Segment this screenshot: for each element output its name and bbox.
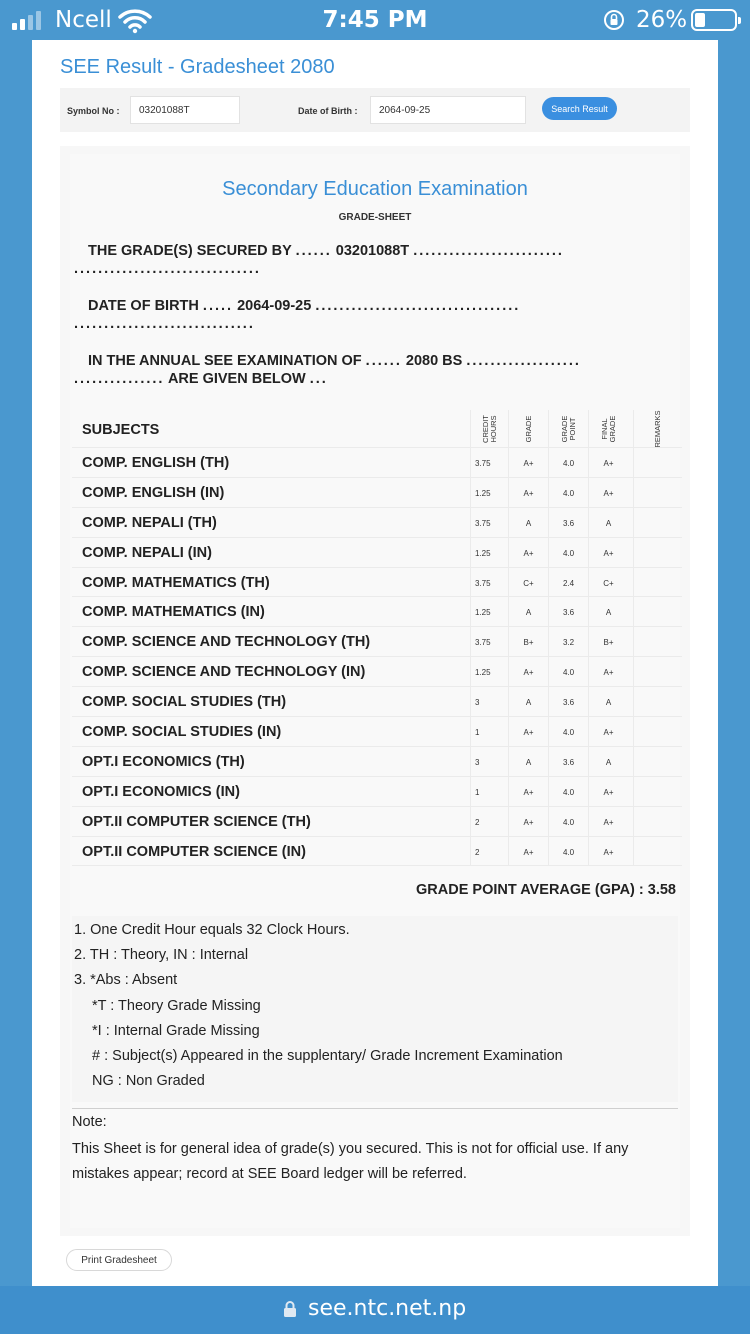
dob-line-label: DATE OF BIRTH xyxy=(88,298,199,314)
table-row xyxy=(72,478,682,508)
credit-hours-header-cell xyxy=(470,410,508,447)
final-grade-header: FINAL GRADE xyxy=(599,415,617,442)
grade-point-cell xyxy=(548,508,588,537)
gpa-summary: GRADE POINT AVERAGE (GPA) : 3.58 xyxy=(416,882,676,898)
clock-time: 7:45 PM xyxy=(322,7,428,33)
subjects-header: SUBJECTS xyxy=(82,422,160,438)
credit-hours: 1.25 xyxy=(475,668,491,678)
credit-hours: 1 xyxy=(475,728,480,738)
table-row xyxy=(72,597,682,627)
grade-point-cell xyxy=(548,478,588,507)
subject-name: COMP. SOCIAL STUDIES (IN) xyxy=(82,724,282,741)
grade: C+ xyxy=(523,578,534,588)
grade-point-cell xyxy=(548,717,588,746)
gradesheet xyxy=(60,146,690,1236)
credit-hours-cell xyxy=(470,777,508,806)
remarks-cell xyxy=(633,448,682,477)
grade-point-cell xyxy=(548,538,588,567)
credit-hours: 2 xyxy=(475,817,480,827)
remarks-cell xyxy=(633,597,682,626)
dob-input[interactable] xyxy=(370,96,526,124)
dots: .................................. xyxy=(315,298,521,314)
credit-hours-cell xyxy=(470,657,508,686)
credit-hours-cell xyxy=(470,687,508,716)
credit-hours: 3 xyxy=(475,698,480,708)
rotation-lock-icon xyxy=(603,9,625,31)
credit-hours-cell xyxy=(470,627,508,656)
subject-name: COMP. SCIENCE AND TECHNOLOGY (IN) xyxy=(82,664,366,681)
table-row xyxy=(72,448,682,478)
dots: ................... xyxy=(466,353,581,369)
note-item: *T : Theory Grade Missing xyxy=(92,997,261,1014)
credit-hours: 2 xyxy=(475,847,480,857)
secured-by-value: 03201088T xyxy=(335,243,410,259)
table-row xyxy=(72,568,682,598)
legend-notes xyxy=(72,916,678,1102)
grade-point: 3.6 xyxy=(562,757,575,767)
subject-name: OPT.II COMPUTER SCIENCE (IN) xyxy=(82,843,306,860)
grade-header: GRADE xyxy=(523,415,533,442)
credit-hours-cell xyxy=(470,448,508,477)
grade: A+ xyxy=(523,668,534,678)
page-title: SEE Result - Gradesheet 2080 xyxy=(60,56,335,78)
subject-name: COMP. MATHEMATICS (TH) xyxy=(82,574,270,591)
credit-hours: 1.25 xyxy=(475,608,491,618)
grade: A+ xyxy=(523,728,534,738)
grade-cell xyxy=(508,597,548,626)
credit-hours-cell xyxy=(470,837,508,866)
remarks-cell xyxy=(633,538,682,567)
remarks-header-cell xyxy=(633,410,682,447)
credit-hours-cell xyxy=(470,508,508,537)
table-row xyxy=(72,627,682,657)
table-header-row xyxy=(72,410,682,448)
subject-name: COMP. MATHEMATICS (IN) xyxy=(82,604,265,621)
grade-point-cell xyxy=(548,568,588,597)
grade-point-cell xyxy=(548,807,588,836)
status-bar xyxy=(0,0,750,40)
credit-hours-header: CREDIT HOURS xyxy=(480,414,498,443)
lock-icon xyxy=(283,1300,297,1318)
given-below-label: ARE GIVEN BELOW xyxy=(167,371,306,387)
grade-point: 3.6 xyxy=(562,698,575,708)
remarks-cell xyxy=(633,657,682,686)
table-row xyxy=(72,777,682,807)
grade-point-cell xyxy=(548,687,588,716)
grade-point-cell xyxy=(548,597,588,626)
final-grade: A xyxy=(605,608,612,618)
subject-name: OPT.I ECONOMICS (TH) xyxy=(82,753,245,770)
battery-icon xyxy=(691,9,737,31)
final-grade: A xyxy=(605,757,612,767)
table-body xyxy=(72,448,682,866)
print-gradesheet-button[interactable]: Print Gradesheet xyxy=(66,1249,172,1271)
sheet-subtitle: GRADE-SHEET xyxy=(338,212,412,223)
gradesheet-body xyxy=(70,154,680,1228)
dots: ..... xyxy=(202,298,234,314)
final-grade: B+ xyxy=(603,638,614,648)
final-grade-cell xyxy=(588,687,628,716)
remarks-cell xyxy=(633,837,682,866)
final-grade-cell xyxy=(588,538,628,567)
credit-hours-cell xyxy=(470,807,508,836)
credit-hours-cell xyxy=(470,568,508,597)
credit-hours-cell xyxy=(470,747,508,776)
grade-point-cell xyxy=(548,448,588,477)
dots: ... xyxy=(309,371,328,387)
dots: ............................... xyxy=(74,261,261,277)
dots: ...... xyxy=(295,243,332,259)
url-text[interactable]: see.ntc.net.np xyxy=(308,1296,467,1321)
note-item: # : Subject(s) Appeared in the supplentary/ Grade Increment Examination xyxy=(92,1048,563,1064)
grade-point-cell xyxy=(548,747,588,776)
final-grade-cell xyxy=(588,508,628,537)
final-grade: A+ xyxy=(603,548,614,558)
dots: ............... xyxy=(74,371,165,387)
dob-line xyxy=(74,297,674,333)
grade-cell xyxy=(508,687,548,716)
search-result-button[interactable]: Search Result xyxy=(542,97,617,120)
symbol-input[interactable] xyxy=(130,96,240,124)
grade: A+ xyxy=(523,817,534,827)
annual-exam-label: IN THE ANNUAL SEE EXAMINATION OF xyxy=(88,353,362,369)
note-item: 2. TH : Theory, IN : Internal xyxy=(74,947,249,964)
credit-hours-cell xyxy=(470,538,508,567)
grade-point: 4.0 xyxy=(562,668,575,678)
final-grade-cell xyxy=(588,478,628,507)
credit-hours: 1.25 xyxy=(475,548,491,558)
grade-cell xyxy=(508,508,548,537)
divider xyxy=(72,1108,678,1109)
grade-point: 4.0 xyxy=(562,728,575,738)
grade: A+ xyxy=(523,488,534,498)
table-row xyxy=(72,717,682,747)
table-row xyxy=(72,837,682,867)
grade-cell xyxy=(508,448,548,477)
grade: A xyxy=(525,608,532,618)
subject-name: OPT.II COMPUTER SCIENCE (TH) xyxy=(82,813,311,830)
grade-point: 4.0 xyxy=(562,488,575,498)
subject-name: COMP. ENGLISH (IN) xyxy=(82,484,225,501)
final-grade-cell xyxy=(588,568,628,597)
grade-point: 3.2 xyxy=(562,638,575,648)
remarks-cell xyxy=(633,807,682,836)
secured-by-line xyxy=(74,242,674,278)
secured-by-label: THE GRADE(S) SECURED BY xyxy=(88,243,292,259)
grade: B+ xyxy=(523,638,534,648)
remarks-cell xyxy=(633,627,682,656)
grade: A+ xyxy=(523,787,534,797)
table-row xyxy=(72,538,682,568)
grade: A xyxy=(525,518,532,528)
dob-label: Date of Birth : xyxy=(298,106,358,116)
grade-cell xyxy=(508,717,548,746)
dots: ...... xyxy=(365,353,402,369)
note-body: This Sheet is for general idea of grade(s) you secured. This is not for official use. If any mistakes appear; record at SEE Board ledger will be referred. xyxy=(72,1141,629,1182)
remarks-cell xyxy=(633,568,682,597)
grades-table xyxy=(72,410,682,866)
note-item: 3. *Abs : Absent xyxy=(74,972,178,989)
grade-cell xyxy=(508,478,548,507)
carrier-name: Ncell xyxy=(55,7,112,33)
final-grade: A+ xyxy=(603,728,614,738)
grade-cell xyxy=(508,568,548,597)
grade-cell xyxy=(508,807,548,836)
grade: A xyxy=(525,698,532,708)
table-row xyxy=(72,687,682,717)
note-title: Note: xyxy=(72,1114,107,1130)
subject-name: COMP. SOCIAL STUDIES (TH) xyxy=(82,694,287,711)
grade: A xyxy=(525,757,532,767)
grade-point: 4.0 xyxy=(562,787,575,797)
credit-hours: 3.75 xyxy=(475,638,491,648)
final-grade-cell xyxy=(588,657,628,686)
grade-point-cell xyxy=(548,777,588,806)
subject-name: COMP. NEPALI (IN) xyxy=(82,544,212,561)
dob-line-value: 2064-09-25 xyxy=(237,298,312,314)
grade-point-header: GRADE POINT xyxy=(559,415,577,442)
annual-exam-value: 2080 BS xyxy=(405,353,463,369)
annual-exam-line xyxy=(74,352,674,388)
table-row xyxy=(72,657,682,687)
grade: A+ xyxy=(523,847,534,857)
subject-name: COMP. SCIENCE AND TECHNOLOGY (TH) xyxy=(82,634,371,651)
grade-point-header-cell xyxy=(548,410,588,447)
remarks-cell xyxy=(633,478,682,507)
final-grade-cell xyxy=(588,837,628,866)
remarks-cell xyxy=(633,777,682,806)
table-row xyxy=(72,807,682,837)
credit-hours: 3.75 xyxy=(475,459,491,468)
table-row xyxy=(72,747,682,777)
grade-header-cell xyxy=(508,410,548,447)
final-grade-cell xyxy=(588,807,628,836)
final-grade-header-cell xyxy=(588,410,628,447)
symbol-label: Symbol No : xyxy=(67,106,120,116)
grade-point: 3.6 xyxy=(562,518,575,528)
note-item: NG : Non Graded xyxy=(92,1073,205,1090)
final-grade: A+ xyxy=(603,668,614,678)
note-item: 1. One Credit Hour equals 32 Clock Hours. xyxy=(74,922,350,938)
search-form xyxy=(60,88,690,132)
credit-hours: 3.75 xyxy=(475,578,491,588)
grade-cell xyxy=(508,747,548,776)
final-grade: A+ xyxy=(603,787,614,797)
subject-name: COMP. NEPALI (TH) xyxy=(82,514,217,531)
remarks-cell xyxy=(633,508,682,537)
web-page xyxy=(32,40,718,1286)
grade-point-cell xyxy=(548,837,588,866)
subject-name: COMP. ENGLISH (TH) xyxy=(82,455,230,471)
final-grade: A xyxy=(605,698,612,708)
remarks-cell xyxy=(633,687,682,716)
grade-point-cell xyxy=(548,627,588,656)
credit-hours-cell xyxy=(470,717,508,746)
grade-cell xyxy=(508,837,548,866)
grade-point: 4.0 xyxy=(562,459,575,468)
final-grade: A+ xyxy=(603,459,614,468)
exam-title: Secondary Education Examination xyxy=(222,178,528,200)
final-grade: A+ xyxy=(603,488,614,498)
subject-name: OPT.I ECONOMICS (IN) xyxy=(82,783,240,800)
credit-hours: 1 xyxy=(475,787,480,797)
grade-point: 4.0 xyxy=(562,847,575,857)
remarks-header: REMARKS xyxy=(653,409,662,448)
remarks-cell xyxy=(633,717,682,746)
grade-cell xyxy=(508,538,548,567)
credit-hours: 1.25 xyxy=(475,488,491,498)
grade-point-cell xyxy=(548,657,588,686)
grade: A+ xyxy=(523,548,534,558)
final-grade-cell xyxy=(588,747,628,776)
note-item: *I : Internal Grade Missing xyxy=(92,1022,260,1039)
final-grade-cell xyxy=(588,448,628,477)
final-grade-cell xyxy=(588,777,628,806)
table-row xyxy=(72,508,682,538)
final-grade-cell xyxy=(588,597,628,626)
final-grade-cell xyxy=(588,717,628,746)
credit-hours-cell xyxy=(470,478,508,507)
credit-hours: 3.75 xyxy=(475,518,491,528)
grade: A+ xyxy=(523,459,534,468)
credit-hours: 3 xyxy=(475,757,480,767)
dots: ......................... xyxy=(413,243,564,259)
browser-url-bar[interactable] xyxy=(0,1286,750,1334)
credit-hours-cell xyxy=(470,597,508,626)
final-grade-cell xyxy=(588,627,628,656)
grade-point: 4.0 xyxy=(562,817,575,827)
grade-point: 4.0 xyxy=(562,548,575,558)
final-grade: A xyxy=(605,518,612,528)
battery-percent: 26% xyxy=(636,7,688,33)
final-grade: C+ xyxy=(603,578,614,588)
grade-point: 3.6 xyxy=(562,608,575,618)
final-grade: A+ xyxy=(603,847,614,857)
dots: .............................. xyxy=(74,316,255,332)
grade-cell xyxy=(508,627,548,656)
final-grade: A+ xyxy=(603,817,614,827)
remarks-cell xyxy=(633,747,682,776)
grade-cell xyxy=(508,777,548,806)
grade-point: 2.4 xyxy=(562,578,575,588)
grade-cell xyxy=(508,657,548,686)
